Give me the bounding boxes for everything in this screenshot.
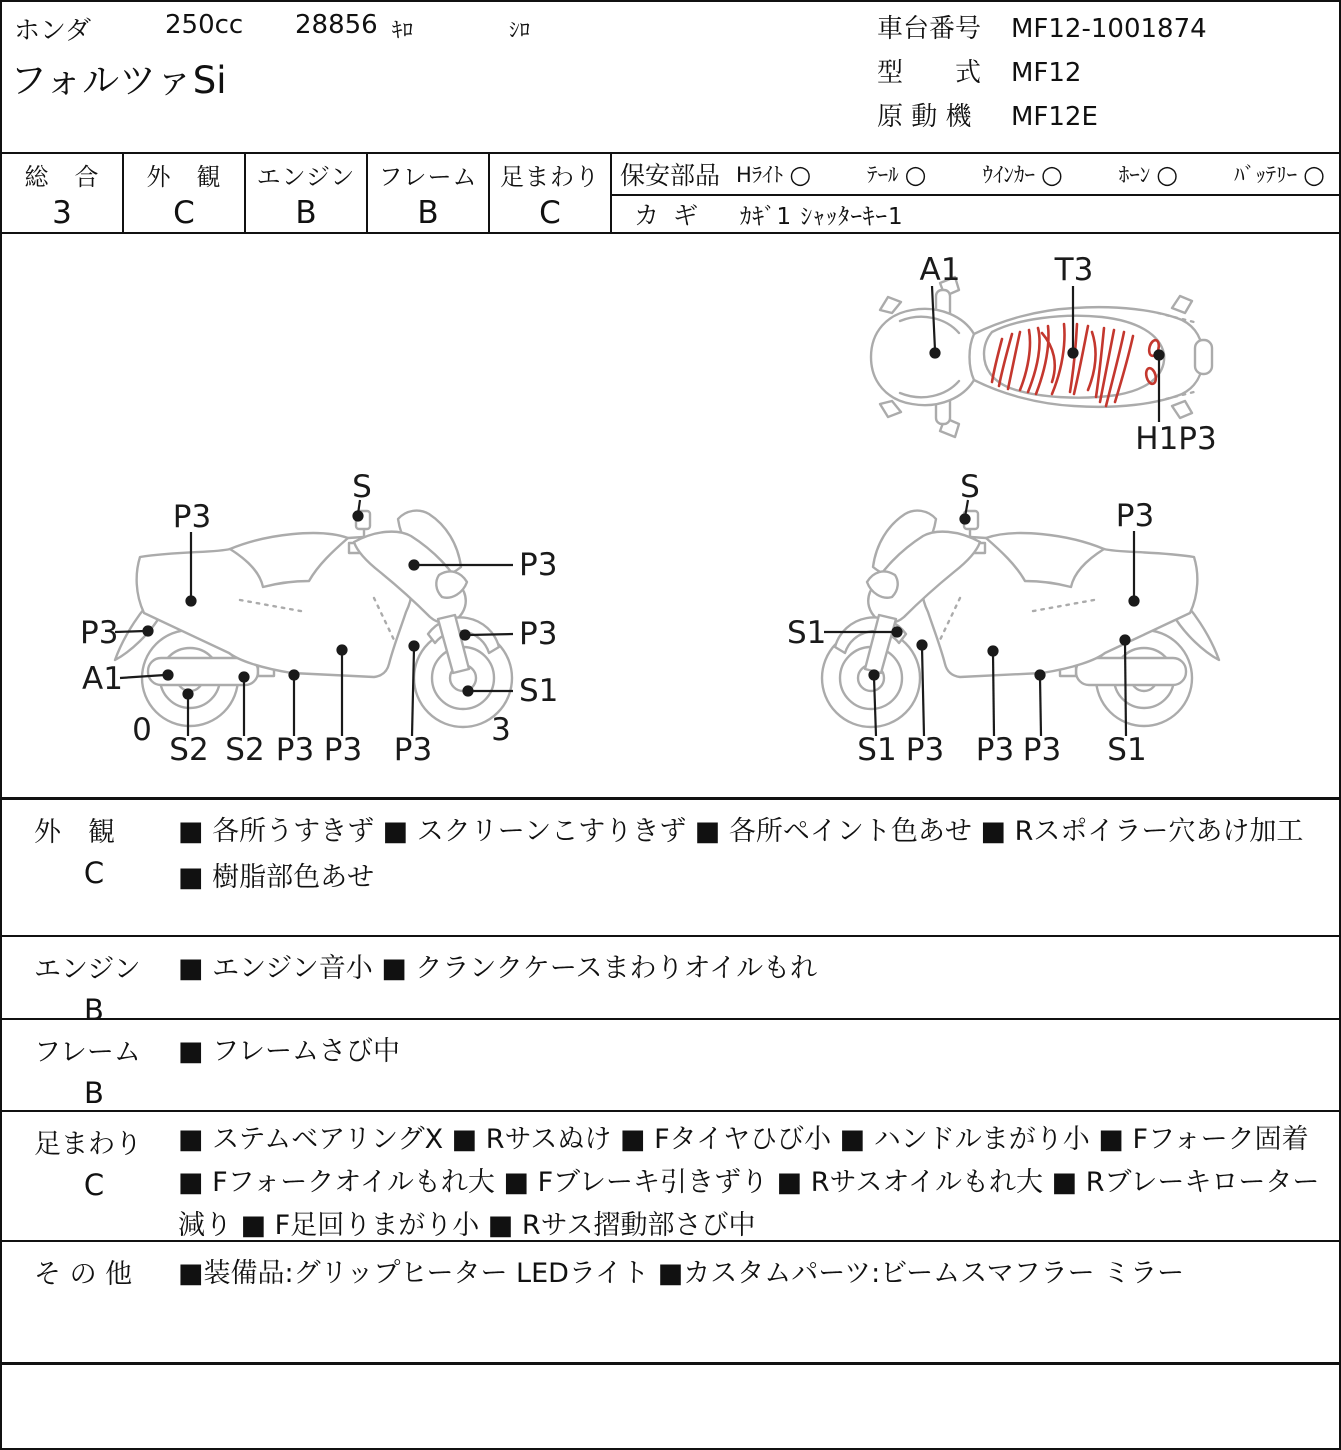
model-name: フォルツァSi [10, 59, 227, 102]
section-grade: C [83, 1168, 105, 1202]
engine-code-row [877, 96, 1098, 133]
tread-depth-front: 3 [491, 712, 511, 748]
status-circle: ○ [789, 159, 812, 189]
damage-code-A1-left-muffler: A1 [82, 661, 123, 697]
grade-value: 3 [52, 195, 72, 231]
grade-strip [2, 152, 1339, 234]
item-name: ﾎｰﾝ [1118, 163, 1151, 187]
grade-label: フレーム [378, 163, 478, 191]
damage-code-P3-right-b3: P3 [1022, 732, 1062, 768]
section-undercarriage [2, 1110, 1339, 1240]
damage-code-S1-right-fender: S1 [787, 615, 827, 651]
damage-code-P3-right-b2: P3 [975, 732, 1015, 768]
key-label: カギ [634, 201, 713, 230]
section-label: 外 観 [34, 817, 115, 848]
damage-code-S1-right-b1: S1 [857, 732, 897, 768]
damage-code-P3-right-b1: P3 [905, 732, 945, 768]
section-items: ■ ステムベアリングX ■ Rサスぬけ ■ Fタイヤひび小 ■ ハンドルまがり小 ■ Fフォーク固着 ■ Fフォークオイルもれ大 ■ Fブレーキ引きずり ■ Rサスオイルもれ大 ■ Rブレーキローター減り ■ F足回りまがり小 ■ Rサス摺動部さび中 [178, 1124, 1320, 1241]
damage-code-S2-left-2: S2 [225, 732, 265, 768]
damage-code-S-right: S [960, 469, 980, 505]
chassis-number-value: MF12-1001874 [1011, 14, 1207, 44]
grade-value: B [417, 195, 439, 231]
section-empty [2, 1362, 1339, 1448]
body-color: ｼﾛ [509, 18, 530, 42]
damage-code-S1-right-b4: S1 [1107, 732, 1147, 768]
section-frame [2, 1018, 1339, 1110]
status-circle: ○ [904, 159, 927, 189]
mileage: 28856 [295, 10, 378, 40]
section-items: ■ エンジン音小 ■ クランクケースまわりオイルもれ [178, 953, 818, 984]
damage-code-P3-left-b2: P3 [323, 732, 363, 768]
damage-code-P3-left-top: P3 [172, 499, 212, 535]
section-label: そ の 他 [34, 1259, 133, 1290]
section-label: 足まわり [34, 1129, 142, 1160]
key-row [612, 196, 1339, 232]
key-value: ｶｷﾞ1 ｼｬｯﾀｰｷｰ1 [740, 203, 904, 230]
damage-code-P3-left-ffender: P3 [519, 616, 558, 652]
grade-cell-undercarriage [490, 154, 612, 232]
section-items: ■ フレームさび中 [178, 1036, 401, 1067]
damage-code-P3-left-cowl: P3 [519, 547, 558, 583]
tread-depth-rear: 0 [132, 712, 152, 748]
vehicle-damage-diagram [2, 234, 1339, 797]
model-code-row [877, 52, 1081, 89]
security-parts-items [736, 159, 1325, 189]
grade-value: B [295, 195, 317, 231]
grade-label: 総 合 [24, 163, 100, 191]
security-parts-cell [612, 154, 1339, 232]
section-grade: B [84, 993, 104, 1027]
damage-code-S1-left-fwheel: S1 [519, 673, 559, 709]
security-item-tail [867, 159, 926, 189]
damage-code-S2-left-1: S2 [169, 732, 209, 768]
item-name: ｳｲﾝｶｰ [982, 163, 1035, 187]
engine-code-label: 原 動 機 [877, 102, 972, 132]
grade-label: エンジン [256, 163, 356, 191]
section-exterior [2, 797, 1339, 935]
status-circle: ○ [1156, 159, 1179, 189]
section-label: エンジン [34, 954, 141, 985]
damage-code-A1-top: A1 [919, 252, 961, 288]
grade-cell-exterior [124, 154, 246, 232]
section-grade: B [84, 1076, 104, 1110]
grade-value: C [539, 195, 561, 231]
security-parts-row [612, 154, 1339, 196]
model-code-label: 型 式 [877, 58, 982, 88]
damage-code-P3-left-b3: P3 [393, 732, 433, 768]
grade-cell-frame [368, 154, 490, 232]
displacement: 250cc [165, 10, 244, 40]
engine-code-value: MF12E [1011, 102, 1098, 132]
section-label: フレーム [34, 1037, 141, 1068]
grade-cell-engine [246, 154, 368, 232]
model-code-value: MF12 [1011, 58, 1082, 88]
chassis-number-row [877, 8, 1207, 45]
section-items: ■装備品:グリップヒーター LEDライト ■カスタムパーツ:ビームスマフラー ミラー [178, 1258, 1185, 1289]
section-other [2, 1240, 1339, 1362]
item-name: ﾃｰﾙ [867, 163, 899, 187]
damage-code-P3-right-top: P3 [1115, 498, 1155, 534]
security-item-horn [1119, 159, 1178, 189]
damage-code-S-left: S [352, 469, 372, 505]
grade-label: 足まわり [500, 163, 600, 191]
damage-code-T3-top: T3 [1054, 252, 1094, 288]
chassis-number-label: 車台番号 [877, 14, 982, 44]
security-item-battery [1234, 159, 1325, 189]
item-name: Hﾗｲﾄ [736, 163, 784, 187]
grade-cell-total [2, 154, 124, 232]
damage-code-P3-left-b1: P3 [275, 732, 315, 768]
section-items: ■ 各所うすきず ■ スクリーンこすりきず ■ 各所ペイント色あせ ■ Rスポイラー穴あけ加工 ■ 樹脂部色あせ [178, 816, 1304, 893]
damage-code-H1P3-top: H1P3 [1135, 421, 1217, 457]
status-circle: ○ [1040, 159, 1063, 189]
security-item-headlight [736, 159, 811, 189]
security-parts-label: 保安部品 [620, 161, 721, 190]
section-engine [2, 935, 1339, 1027]
item-name: ﾊﾞｯﾃﾘｰ [1234, 163, 1298, 187]
damage-code-P3-left-fender: P3 [80, 615, 119, 651]
maker-name: ホンダ [14, 16, 91, 46]
security-item-winker [982, 159, 1062, 189]
section-grade: C [83, 856, 105, 890]
mileage-unit: ｷﾛ [392, 18, 413, 42]
grade-label: 外 観 [146, 163, 222, 191]
grade-value: C [173, 195, 195, 231]
status-circle: ○ [1303, 159, 1325, 189]
